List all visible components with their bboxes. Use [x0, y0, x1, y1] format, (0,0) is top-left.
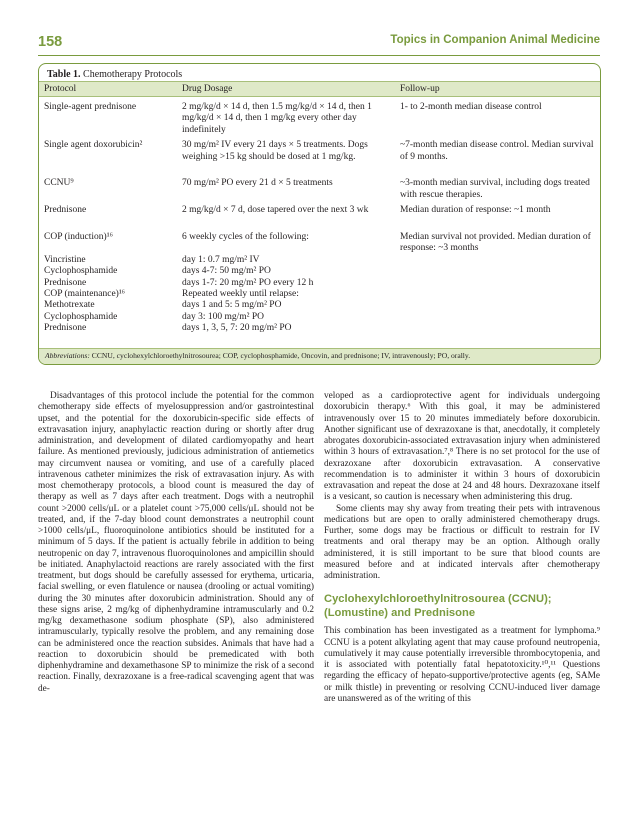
dosage-cell: days 4-7: 50 mg/m² PO — [182, 266, 271, 277]
dosage-cell: 70 mg/m² PO every 21 d × 5 treatments — [182, 178, 333, 189]
dosage-cell: days 1-7: 20 mg/m² PO every 12 h — [182, 277, 314, 288]
protocol-cell: CCNU⁹ — [44, 178, 74, 189]
dosage-cell: 2 mg/kg/d × 7 d, dose tapered over the next 3 wk — [182, 205, 369, 216]
table-row — [39, 102, 600, 140]
table-row — [39, 289, 600, 300]
dosage-cell: days 1 and 5: 5 mg/m² PO — [182, 300, 282, 311]
table-row — [39, 266, 600, 277]
protocol-cell: Single-agent prednisone — [44, 102, 137, 112]
left-column — [38, 391, 314, 695]
table-row — [39, 278, 600, 289]
column-header-follow-up: Follow-up — [400, 84, 440, 94]
body-paragraph: This combination has been investigated as a treatment for lymphoma.⁹ CCNU is a potent alkylating agent that may cause profound neutropenia, cumulatively it may cause potentially irreversible thrombocytopenia, and it is associated with potentially fatal hepatotoxicity.¹⁰,¹¹ Questions regarding the efficacy of hepato-supportive/protective agents (eg, SAMe or milk thistle) in preventing or resolving CCNU-induced liver damage are unanswered as of the writing of this — [324, 626, 600, 704]
table-row — [39, 300, 600, 311]
header-rule — [38, 55, 600, 56]
protocol-cell: Prednisone — [44, 205, 87, 216]
protocol-cell: Vincristine — [44, 254, 86, 265]
journal-title: Topics in Companion Animal Medicine — [390, 34, 600, 46]
body-paragraph: veloped as a cardioprotective agent for individuals undergoing doxorubicin therapy.⁶ With this goal, it may be administered intravenously over 15 to 20 minutes immediately before doxorubicin. Another significant use of dexrazoxane is that, anecdotally, it completely abrogates doxorubicin-associated extravasation injury when administered within 3 hours of extravasation.⁷,⁸ There is no set protocol for the use of dexrazoxane after doxorubicin extravasation. A conservative recommendation is to administer it within 3 hours of doxorubicin extravasation and repeat the dose at 24 and 48 hours. Dexrazoxane itself is a vesicant, so caution is necessary when administering this drug. — [324, 391, 600, 503]
protocol-cell: Methotrexate — [44, 300, 95, 311]
table-row — [39, 323, 600, 334]
protocol-cell: Prednisone — [44, 277, 87, 288]
chemotherapy-protocols-table — [38, 63, 601, 365]
table-row — [39, 178, 600, 205]
page-number: 158 — [38, 34, 63, 50]
section-heading: Cyclohexylchloroethylnitrosourea (CCNU); (Lomustine) and Prednisone — [324, 593, 552, 620]
follow-up-cell: 1- to 2-month median disease control — [400, 102, 542, 112]
dosage-cell: 30 mg/m² IV every 21 days × 5 treatments. Dogs weighing >15 kg should be dosed at 1 mg/kg. — [182, 140, 368, 162]
dosage-cell: 6 weekly cycles of the following: — [182, 231, 309, 242]
protocol-cell: COP (induction)¹⁶ — [44, 231, 113, 242]
table-row — [39, 140, 600, 178]
table-caption — [47, 69, 182, 80]
dosage-cell: 2 mg/kg/d × 14 d, then 1.5 mg/kg/d × 14 d, then 1 mg/kg/d × 14 d, then 1 mg/kg every other day indefinitely — [182, 102, 372, 135]
table-label: Table 1. — [47, 69, 81, 80]
follow-up-cell: ~3-month median survival, including dogs treated with rescue therapies. — [400, 178, 590, 200]
follow-up-cell: Median duration of response: ~1 month — [400, 205, 551, 216]
dosage-cell: Repeated weekly until relapse: — [182, 288, 299, 299]
follow-up-cell: ~7-month median disease control. Median survival of 9 months. — [400, 140, 594, 162]
protocol-cell: Prednisone — [44, 323, 87, 334]
dosage-cell: day 3: 100 mg/m² PO — [182, 311, 265, 322]
protocol-cell: Cyclophosphamide — [44, 266, 118, 277]
table-body — [39, 102, 600, 335]
right-column — [324, 391, 600, 705]
table-row — [39, 312, 600, 323]
table-row — [39, 205, 600, 232]
abbreviations-text: CCNU, cyclohexylchloroethylnitrosourea; COP, cyclophosphamide, Oncovin, and prednisone; IV, intravenously; PO, orally. — [91, 351, 471, 360]
table-footnote-band — [39, 348, 600, 364]
dosage-cell: day 1: 0.7 mg/m² IV — [182, 254, 260, 265]
protocol-cell: COP (maintenance)¹⁶ — [44, 288, 125, 299]
table-title: Chemotherapy Protocols — [83, 69, 183, 80]
protocol-cell: Single agent doxorubicin² — [44, 140, 143, 151]
table-row — [39, 232, 600, 255]
column-header-protocol: Protocol — [44, 84, 77, 94]
body-paragraph: Some clients may shy away from treating their pets with intravenous medications but are open to orally administered chemotherapy drugs. Further, some dogs may be fractious or difficult to restrain for IV treatments and oral therapy may be an option. Although orally administered, it is still important to be sure that blood counts are measured before and at indicated intervals after chemotherapy administration. — [324, 503, 600, 581]
table-row — [39, 255, 600, 266]
table-abbreviations — [45, 351, 470, 360]
abbreviations-label: Abbreviations: — [45, 351, 90, 360]
running-header — [38, 34, 600, 50]
protocol-cell: Cyclophosphamide — [44, 311, 118, 322]
column-header-drug-dosage: Drug Dosage — [182, 84, 233, 94]
follow-up-cell: Median survival not provided. Median duration of response: ~3 months — [400, 231, 591, 254]
dosage-cell: days 1, 3, 5, 7: 20 mg/m² PO — [182, 323, 292, 334]
body-paragraph: Disadvantages of this protocol include the potential for the common chemotherapy side effects of myelosuppression and/or gastrointestinal upset, and the potential for the doxorubicin-specific side effects of extravasation injury, anaphylactic reaction during or shortly after drug administration, and development of dilated cardiomyopathy and heart failure. As mentioned previously, judicious administration of antiemetics may circumvent nausea or vomiting, and use of a carefully placed intravenous catheter minimizes the risk of extravasation injury. As with most chemotherapy protocols, a blood count is measured the day of therapy as well as 7 days after each treatment. Dogs with a neutrophil count >2000 cells/μL or a platelet count >75,000 cells/μL should not be treated, and, if the 7-day blood count demonstrates a neutrophil count >1000 cells/μL, fluoroquinolone antibiotics should be instituted for a minimum of 5 days. If the patient is actually febrile in addition to being neutropenic on day 7, intravenous fluoroquinolones and ampicillin should be initiated. Anaphylactoid reactions are rarely associated with the first treatment, but dogs should be carefully assessed for erythema, urticaria, facial swelling, or even flatulence or nausea (drooling or actual vomiting) during the 30 minutes after doxorubicin administration. Should any of these signs arise, 2 mg/kg of diphenhydramine intramuscularly and 0.2 mg/kg dexamethasone sodium phosphate (SP), also administered intramuscularly, typically resolve the problem, and any remaining dose can be administered once the reaction subsides. Animals that have had a reaction to doxorubicin should be premedicated with both diphenhydramine and dexamethasone SP to minimize the risk of a second reaction. Finally, dexrazoxane is a free-radical scavenging agent that was de- — [38, 391, 314, 694]
